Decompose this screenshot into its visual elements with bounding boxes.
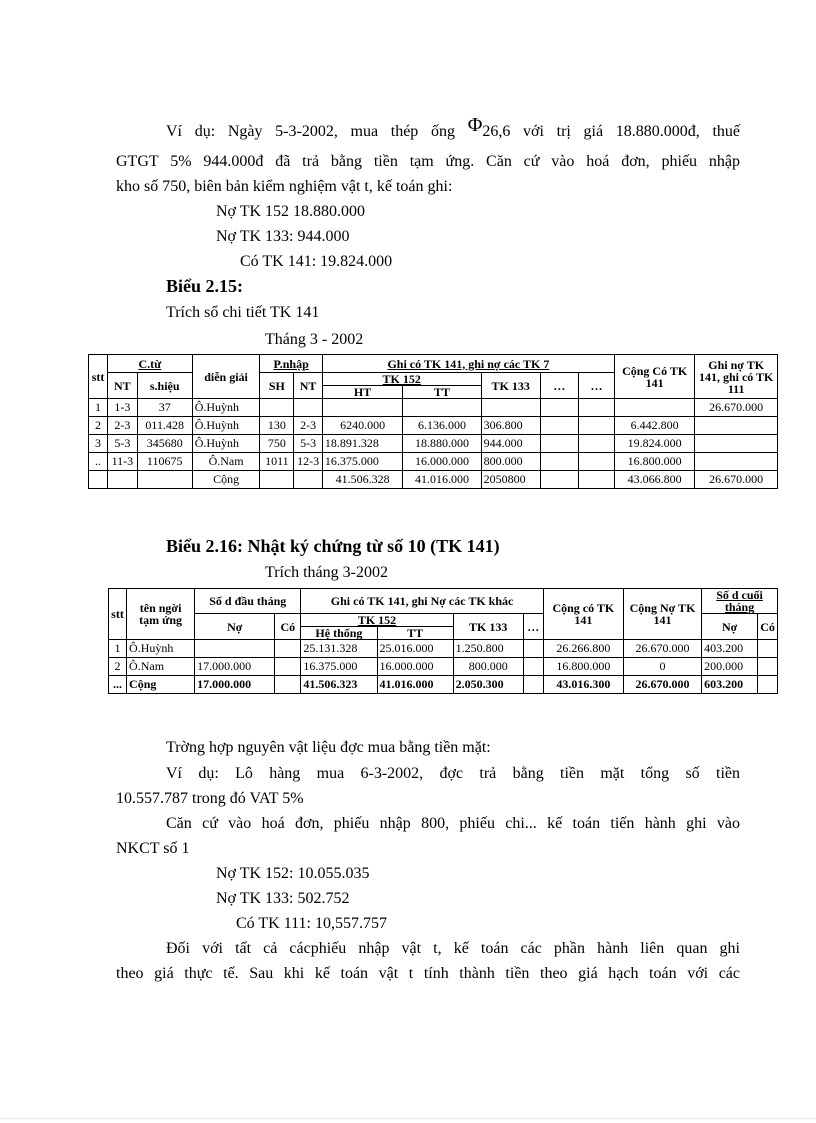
cell-co [275,640,301,658]
cell-d1 [540,417,578,435]
cell-ht [322,399,402,417]
cell-dots [523,658,543,676]
cell-pnt [294,399,323,417]
cell-d2 [578,435,614,453]
cell-sohieu: 011.428 [137,417,192,435]
table-row [89,453,778,471]
cell-congno: 0 [623,658,701,676]
cell-ten: Ô.Huỳnh [127,640,195,658]
h-ghico: Ghi có TK 141, ghi nợ các TK 7 [322,355,614,373]
cell-d2 [578,471,614,489]
cell-stt [89,471,108,489]
bieu216-title: Biểu 2.16: Nhật ký chứng từ số 10 (TK 141) [166,536,500,556]
h-stt: stt [89,355,108,399]
h-ghino: Ghi nợ TK 141, ghi có TK 111 [695,355,778,399]
h-ht: HT [322,386,402,399]
cell-ghino [695,417,778,435]
p2-entry1: Nợ TK 152: 10.055.035 [216,865,370,882]
cell-nt: 2-3 [108,417,138,435]
table-row [89,399,778,417]
h-no: Nợ [195,614,275,640]
table-row [89,435,778,453]
cell-d1 [540,435,578,453]
cell-d2 [578,453,614,471]
h-dots1: … [540,373,578,399]
cell-d1 [540,471,578,489]
h-co2: Có [758,614,778,640]
cell-co2 [758,676,778,694]
h-no2: Nợ [702,614,758,640]
p1-line3: kho số 750, biên bản kiểm nghiệm vật t, kế toán ghi: [116,178,453,195]
cell-hethong: 16.375.000 [301,658,377,676]
h-tk133: TK 133 [481,373,540,399]
cell-sohieu: 345680 [137,435,192,453]
h-tk133: TK 133 [453,614,523,640]
p1-entry2: Nợ TK 133: 944.000 [216,228,350,245]
cell-tk133: 800.000 [453,658,523,676]
table-row [89,417,778,435]
bieu215-subtitle: Trích sổ chi tiết TK 141 [166,304,320,321]
page-footer-divider [0,1118,816,1119]
h-socuoi: Số d cuối tháng [702,589,778,614]
cell-tt [403,399,481,417]
cell-tt: 25.016.000 [377,640,453,658]
h-co: Có [275,614,301,640]
h-diengiai: diễn giải [192,355,260,399]
h-congco: Cộng Có TK 141 [614,355,694,399]
cell-congco: 16.800.000 [614,453,694,471]
h-ghico: Ghi có TK 141, ghi Nợ các TK khác [301,589,543,614]
table-row [109,640,778,658]
table-row [109,658,778,676]
h-pnhap: P.nhập [260,355,322,373]
h-sohieu: s.hiệu [137,373,192,399]
cell-no: 17.000.000 [195,676,275,694]
p1-entry3: Có TK 141: 19.824.000 [240,253,393,270]
bieu215-table [88,354,778,489]
cell-stt: 3 [89,435,108,453]
cell-pnt: 5-3 [294,435,323,453]
cell-dots [523,640,543,658]
cell-congco: 43.066.800 [614,471,694,489]
p2-line3: 10.557.787 trong đó VAT 5% [116,790,304,807]
cell-hethong: 41.506.323 [301,676,377,694]
cell-ht: 16.375.000 [322,453,402,471]
cell-d1 [540,453,578,471]
h-tt: TT [377,627,453,640]
cell-co2 [758,658,778,676]
h-sodau: Số d đầu tháng [195,589,301,614]
p2-line7: theo giá thực tế. Sau khi kế toán vật t tính thành tiền theo giá hạch toán với các [116,965,740,982]
cell-no [195,640,275,658]
bieu216-table [108,588,778,694]
p2-line5: NKCT số 1 [116,840,190,857]
h-congno: Cộng Nợ TK 141 [623,589,701,640]
cell-ghino: 26.670.000 [695,471,778,489]
h-sh: SH [260,373,294,399]
h-pnt: NT [294,373,323,399]
cell-tt: 16.000.000 [403,453,481,471]
p1-entry1: Nợ TK 152 18.880.000 [216,203,366,220]
cell-congco: 26.266.800 [543,640,623,658]
cell-tt: 18.880.000 [403,435,481,453]
cell-congco: 16.800.000 [543,658,623,676]
cell-sohieu: 37 [137,399,192,417]
p1-line1-post: 26,6 với trị giá 18.880.000đ, thuế [482,123,741,140]
cell-nt: 1-3 [108,399,138,417]
cell-no2: 403.200 [702,640,758,658]
cell-sh: 130 [260,417,294,435]
cell-co [275,658,301,676]
h-dots: … [523,614,543,640]
cell-diengiai: Ô.Nam [192,453,260,471]
p2-line2: Ví dụ: Lô hàng mua 6-3-2002, đợc trả bằng tiền mặt tổng số tiền [166,765,740,782]
p2-line1: Trờng hợp nguyên vật liệu đợc mua bằng tiền mặt: [166,739,491,756]
cell-d2 [578,399,614,417]
h-tt: TT [403,386,481,399]
cell-pnt: 2-3 [294,417,323,435]
cell-ht: 18.891.328 [322,435,402,453]
h-congco: Cộng có TK 141 [543,589,623,640]
cell-congco [614,399,694,417]
cell-ht: 41.506.328 [322,471,402,489]
cell-congco: 19.824.000 [614,435,694,453]
h-ten: tên ngời tạm ứng [127,589,195,640]
cell-sohieu: 110675 [137,453,192,471]
cell-no: 17.000.000 [195,658,275,676]
cell-tk133: 306.800 [481,417,540,435]
bieu215-header-row1 [89,355,778,373]
cell-dots [523,676,543,694]
cell-stt: 1 [89,399,108,417]
cell-tk133 [481,399,540,417]
cell-ten: Cộng [127,676,195,694]
table-row-total [89,471,778,489]
cell-tk133: 1.250.800 [453,640,523,658]
h-nt: NT [108,373,138,399]
cell-no2: 603.200 [702,676,758,694]
cell-tt: 41.016.000 [377,676,453,694]
cell-diengiai: Cộng [192,471,260,489]
cell-sohieu [137,471,192,489]
cell-tt: 6.136.000 [403,417,481,435]
cell-ghino [695,453,778,471]
cell-tk133: 944.000 [481,435,540,453]
table-row-total [109,676,778,694]
cell-no2: 200.000 [702,658,758,676]
cell-ghino: 26.670.000 [695,399,778,417]
cell-pnt: 12-3 [294,453,323,471]
cell-ht: 6240.000 [322,417,402,435]
cell-stt: 1 [109,640,127,658]
cell-hethong: 25.131.328 [301,640,377,658]
p2-entry2: Nợ TK 133: 502.752 [216,890,350,907]
cell-congno: 26.670.000 [623,640,701,658]
cell-stt: .. [89,453,108,471]
bieu215-month: Tháng 3 - 2002 [265,331,364,348]
cell-diengiai: Ô.Huỳnh [192,417,260,435]
h-stt: stt [109,589,127,640]
p2-line6: Đối với tất cả cácphiếu nhập vật t, kế toán các phần hành liên quan ghi [166,940,740,957]
p2-entry3: Có TK 111: 10,557.757 [236,915,387,932]
bieu215-title: Biểu 2.15: [166,276,244,296]
p2-line4: Căn cứ vào hoá đơn, phiếu nhập 800, phiếu chi... kế toán tiến hành ghi vào [166,815,740,832]
cell-tk133: 800.000 [481,453,540,471]
cell-tk133: 2.050.300 [453,676,523,694]
cell-sh [260,471,294,489]
h-dots2: … [578,373,614,399]
p1-line1 [166,114,741,142]
cell-stt: 2 [109,658,127,676]
h-hethong: Hệ thống [301,627,377,640]
cell-nt [108,471,138,489]
cell-congno: 26.670.000 [623,676,701,694]
cell-tk133: 2050800 [481,471,540,489]
cell-congco: 6.442.800 [614,417,694,435]
cell-tt: 16.000.000 [377,658,453,676]
cell-ten: Ô.Nam [127,658,195,676]
cell-nt: 5-3 [108,435,138,453]
cell-congco: 43.016.300 [543,676,623,694]
cell-co [275,676,301,694]
p1-line1-pre: Ví dụ: Ngày 5-3-2002, mua thép ống [166,123,468,140]
cell-diengiai: Ô.Huỳnh [192,435,260,453]
cell-d2 [578,417,614,435]
cell-stt: ... [109,676,127,694]
h-tk152: TK 152 [322,373,481,386]
cell-nt: 11-3 [108,453,138,471]
bieu216-subtitle: Trích tháng 3-2002 [265,564,388,581]
cell-stt: 2 [89,417,108,435]
cell-sh [260,399,294,417]
phi-symbol: Φ [467,114,483,136]
cell-ghino [695,435,778,453]
cell-co2 [758,640,778,658]
cell-tt: 41.016.000 [403,471,481,489]
cell-pnt [294,471,323,489]
cell-d1 [540,399,578,417]
cell-sh: 750 [260,435,294,453]
h-tk152: TK 152 [301,614,453,627]
cell-diengiai: Ô.Huỳnh [192,399,260,417]
h-ctu: C.từ [108,355,193,373]
bieu216-header-row1 [109,589,778,614]
p1-line2: GTGT 5% 944.000đ đã trả bằng tiền tạm ứng. Căn cứ vào hoá đơn, phiếu nhập [116,153,740,170]
cell-sh: 1011 [260,453,294,471]
